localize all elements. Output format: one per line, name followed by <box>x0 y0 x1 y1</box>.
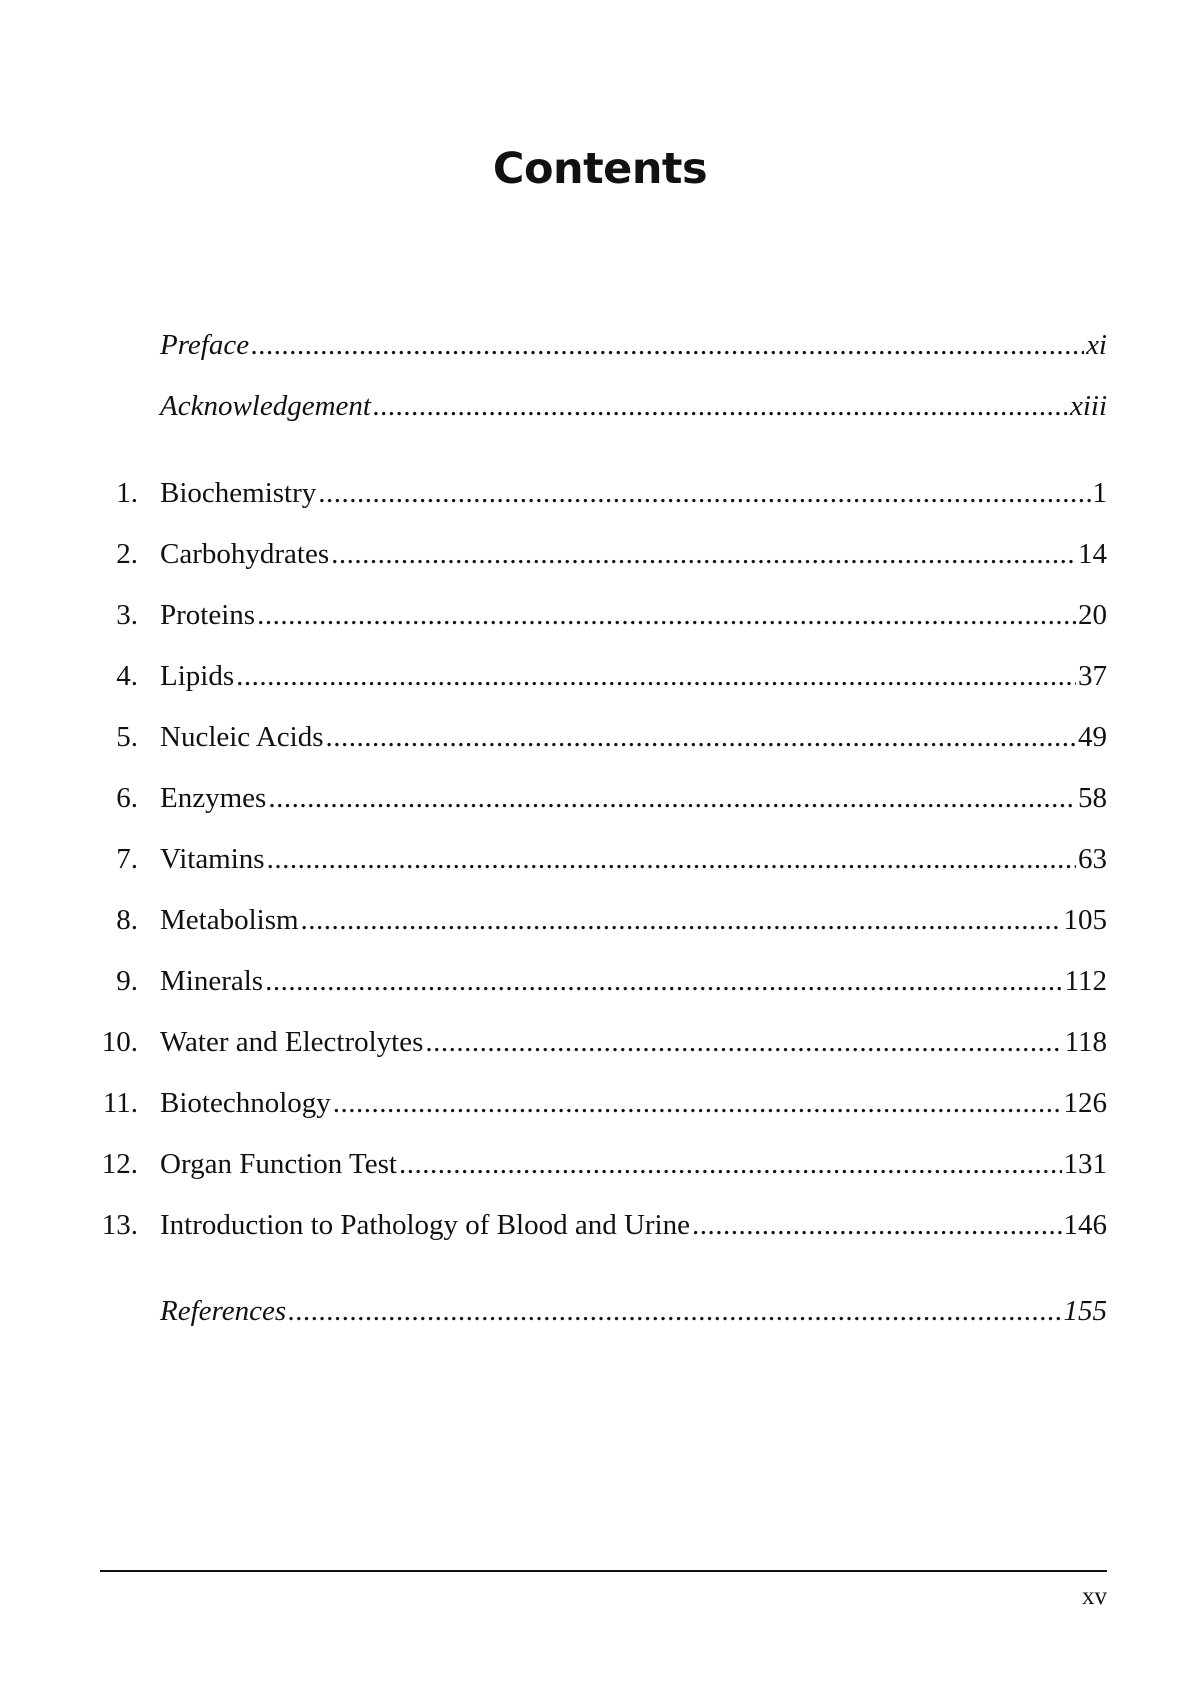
dot-leader <box>373 386 1068 426</box>
chapter-page: 1 <box>1092 477 1107 509</box>
chapter-title: Introduction to Pathology of Blood and Urine <box>160 1209 690 1241</box>
page-title: Contents <box>492 144 708 194</box>
dot-leader <box>325 717 1076 757</box>
chapter-number: 4. <box>116 660 138 692</box>
toc-chapter-2[interactable] <box>0 534 1200 574</box>
chapter-page: 37 <box>1078 660 1107 692</box>
toc-entry-page: xiii <box>1069 390 1107 422</box>
dot-leader <box>268 778 1076 818</box>
chapter-number: 10. <box>101 1026 138 1058</box>
toc-entry-page: 155 <box>1063 1295 1107 1327</box>
page-number: xv <box>1082 1583 1107 1610</box>
chapter-number: 2. <box>116 538 138 570</box>
dot-leader <box>331 534 1076 574</box>
chapter-number: 6. <box>116 782 138 814</box>
dot-leader <box>288 1291 1061 1331</box>
dot-leader <box>267 839 1076 879</box>
chapter-page: 146 <box>1063 1209 1107 1241</box>
toc-entry-label: Acknowledgement <box>160 390 371 422</box>
chapter-title: Carbohydrates <box>160 538 330 570</box>
toc-chapter-1[interactable] <box>0 473 1200 513</box>
dot-leader <box>251 325 1084 365</box>
chapter-number: 8. <box>116 904 138 936</box>
chapter-number: 13. <box>101 1209 138 1241</box>
chapter-number: 5. <box>116 721 138 753</box>
chapter-page: 20 <box>1078 599 1107 631</box>
chapter-title: Lipids <box>160 660 235 692</box>
chapter-title: Biotechnology <box>160 1087 331 1119</box>
toc-chapter-11[interactable] <box>0 1083 1200 1123</box>
chapter-title: Minerals <box>160 965 264 997</box>
chapter-title: Vitamins <box>160 843 265 875</box>
toc-chapter-4[interactable] <box>0 656 1200 696</box>
dot-leader <box>399 1144 1062 1184</box>
toc-chapter-10[interactable] <box>0 1022 1200 1062</box>
chapter-page: 105 <box>1063 904 1107 936</box>
chapter-title: Organ Function Test <box>160 1148 397 1180</box>
chapter-page: 58 <box>1078 782 1107 814</box>
toc-chapter-5[interactable] <box>0 717 1200 757</box>
chapter-title: Proteins <box>160 599 256 631</box>
dot-leader <box>265 961 1062 1001</box>
dot-leader <box>257 595 1076 635</box>
chapter-number: 11. <box>102 1087 138 1119</box>
chapter-number: 12. <box>101 1148 138 1180</box>
dot-leader <box>318 473 1090 513</box>
toc-chapter-3[interactable] <box>0 595 1200 635</box>
toc-entry-page: xi <box>1086 329 1107 361</box>
dot-leader <box>236 656 1076 696</box>
footer-rule <box>100 1570 1107 1572</box>
toc-entry-acknowledgement[interactable] <box>0 386 1200 426</box>
toc-chapter-9[interactable] <box>0 961 1200 1001</box>
dot-leader <box>333 1083 1062 1123</box>
toc-chapter-8[interactable] <box>0 900 1200 940</box>
toc-entry-preface[interactable] <box>0 325 1200 365</box>
dot-leader <box>692 1205 1062 1245</box>
toc-entry-label: Preface <box>160 329 250 361</box>
chapter-title: Water and Electrolytes <box>160 1026 424 1058</box>
toc-chapter-12[interactable] <box>0 1144 1200 1184</box>
chapter-number: 9. <box>116 965 138 997</box>
toc-entry-references[interactable] <box>0 1291 1200 1331</box>
chapter-number: 3. <box>116 599 138 631</box>
toc-chapter-7[interactable] <box>0 839 1200 879</box>
chapter-page: 118 <box>1064 1026 1107 1058</box>
dot-leader <box>425 1022 1062 1062</box>
chapter-page: 126 <box>1063 1087 1107 1119</box>
chapter-page: 14 <box>1078 538 1107 570</box>
toc-entry-label: References <box>160 1295 287 1327</box>
chapter-page: 63 <box>1078 843 1107 875</box>
chapter-page: 49 <box>1078 721 1107 753</box>
chapter-title: Nucleic Acids <box>160 721 324 753</box>
toc-chapter-13[interactable] <box>0 1205 1200 1245</box>
chapter-title: Biochemistry <box>160 477 317 509</box>
chapter-number: 7. <box>116 843 138 875</box>
chapter-number: 1. <box>116 477 138 509</box>
chapter-title: Metabolism <box>160 904 299 936</box>
chapter-title: Enzymes <box>160 782 267 814</box>
toc-chapter-6[interactable] <box>0 778 1200 818</box>
dot-leader <box>301 900 1062 940</box>
chapter-page: 112 <box>1064 965 1107 997</box>
chapter-page: 131 <box>1063 1148 1107 1180</box>
